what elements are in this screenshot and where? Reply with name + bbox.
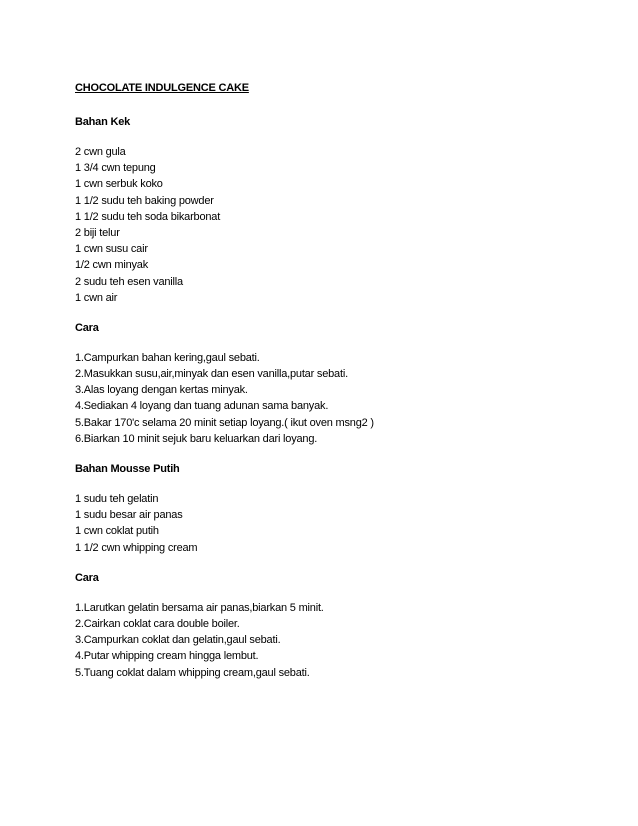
list-item: 1/2 cwn minyak	[75, 259, 149, 272]
list-item: 3.Alas loyang dengan kertas minyak.	[75, 384, 248, 397]
step-list	[75, 600, 595, 681]
section-heading: Cara	[75, 321, 99, 334]
list-item: 5.Tuang coklat dalam whipping cream,gaul sebati.	[75, 666, 310, 679]
list-item: 1 1/2 sudu teh soda bikarbonat	[75, 210, 221, 223]
list-item: 1 cwn susu cair	[75, 243, 148, 256]
list-item: 2 sudu teh esen vanilla	[75, 275, 183, 288]
list-item: 1 1/2 cwn whipping cream	[75, 541, 198, 554]
list-item: 2 biji telur	[75, 226, 120, 239]
list-item: 1.Larutkan gelatin bersama air panas,biarkan 5 minit.	[75, 601, 324, 614]
list-item: 4.Sediakan 4 loyang dan tuang adunan sama banyak.	[75, 400, 329, 413]
list-item: 1 cwn coklat putih	[75, 525, 159, 538]
section-cara-kek	[75, 318, 595, 447]
list-item: 1 sudu besar air panas	[75, 509, 183, 522]
list-item: 1.Campurkan bahan kering,gaul sebati.	[75, 351, 260, 364]
list-item: 1 cwn serbuk koko	[75, 178, 163, 191]
list-item: 1 cwn air	[75, 291, 118, 304]
recipe-title: CHOCOLATE INDULGENCE CAKE	[75, 82, 249, 94]
recipe-content	[75, 78, 595, 681]
section-heading: Bahan Mousse Putih	[75, 463, 180, 475]
list-item: 4.Putar whipping cream hingga lembut.	[75, 650, 259, 663]
list-item: 6.Biarkan 10 minit sejuk baru keluarkan dari loyang.	[75, 432, 318, 445]
list-item: 2 cwn gula	[75, 146, 126, 158]
list-item: 1 1/2 sudu teh baking powder	[75, 194, 214, 207]
list-item: 3.Campurkan coklat dan gelatin,gaul sebati.	[75, 634, 281, 647]
step-list	[75, 350, 595, 447]
list-item: 1 3/4 cwn tepung	[75, 162, 156, 175]
section-heading: Cara	[75, 571, 99, 584]
list-item: 2.Masukkan susu,air,minyak dan esen vanilla,putar sebati.	[75, 368, 348, 381]
section-heading: Bahan Kek	[75, 116, 131, 128]
section-cara-mousse	[75, 568, 595, 681]
ingredient-list	[75, 144, 595, 306]
ingredient-list	[75, 491, 595, 556]
section-bahan-mousse	[75, 459, 595, 556]
list-item: 5.Bakar 170'c selama 20 minit setiap loyang.( ikut oven msng2 )	[75, 416, 374, 429]
list-item: 1 sudu teh gelatin	[75, 493, 159, 505]
section-bahan-kek	[75, 112, 595, 306]
list-item: 2.Cairkan coklat cara double boiler.	[75, 617, 240, 630]
